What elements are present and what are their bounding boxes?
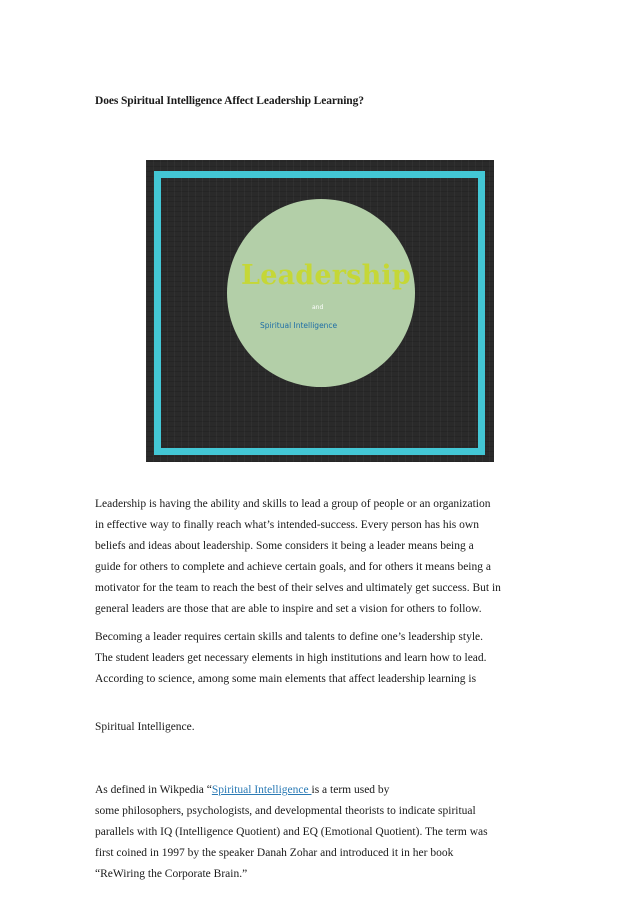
paragraph-line: parallels with IQ (Intelligence Quotient) and EQ (Emotional Quotient). The term was <box>95 826 488 838</box>
paragraph-suffix: is a term used by <box>311 784 390 796</box>
leadership-figure <box>146 160 494 462</box>
paragraph-line: general leaders are those that are able to inspire and set a vision for others to follow. <box>95 603 482 615</box>
paragraph-line: some philosophers, psychologists, and developmental theorists to indicate spiritual <box>95 805 476 817</box>
paragraph-becoming-leader <box>95 627 545 690</box>
paragraph-prefix: As defined in Wikpedia “ <box>95 784 212 796</box>
paragraph-line: first coined in 1997 by the speaker Danah Zohar and introduced it in her book <box>95 847 454 859</box>
paragraph-line: According to science, among some main elements that affect leadership learning is <box>95 673 477 685</box>
figure-connector: and <box>312 304 324 311</box>
paragraph-line: Leadership is having the ability and skills to lead a group of people or an organization <box>95 498 491 510</box>
paragraph-line: The student leaders get necessary elements in high institutions and learn how to lead. <box>95 652 487 664</box>
paragraph-line: guide for others to complete and achieve certain goals, and for others it means being a <box>95 561 491 573</box>
figure-subheading: Spiritual Intelligence <box>260 321 338 330</box>
document-title: Does Spiritual Intelligence Affect Leadership Learning? <box>95 95 364 107</box>
spiritual-intelligence-link[interactable]: Spiritual Intelligence <box>211 784 312 796</box>
paragraph-line: motivator for the team to reach the best of their selves and ultimately get success. But in <box>95 582 501 594</box>
paragraph-leadership-definition <box>95 494 545 620</box>
paragraph-wikipedia-definition <box>95 780 545 885</box>
paragraph-line: Spiritual Intelligence. <box>95 721 195 733</box>
paragraph-line: “ReWiring the Corporate Brain.” <box>95 868 248 880</box>
paragraph-line: Becoming a leader requires certain skills and talents to define one’s leadership style. <box>95 631 483 643</box>
paragraph-line: beliefs and ideas about leadership. Some considers it being a leader means being a <box>95 540 474 552</box>
paragraph-line: in effective way to finally reach what’s intended-success. Every person has his own <box>95 519 479 531</box>
paragraph-spiritual-intelligence <box>95 717 545 738</box>
figure-heading: Leadership <box>241 260 411 291</box>
figure-circle <box>227 199 415 387</box>
